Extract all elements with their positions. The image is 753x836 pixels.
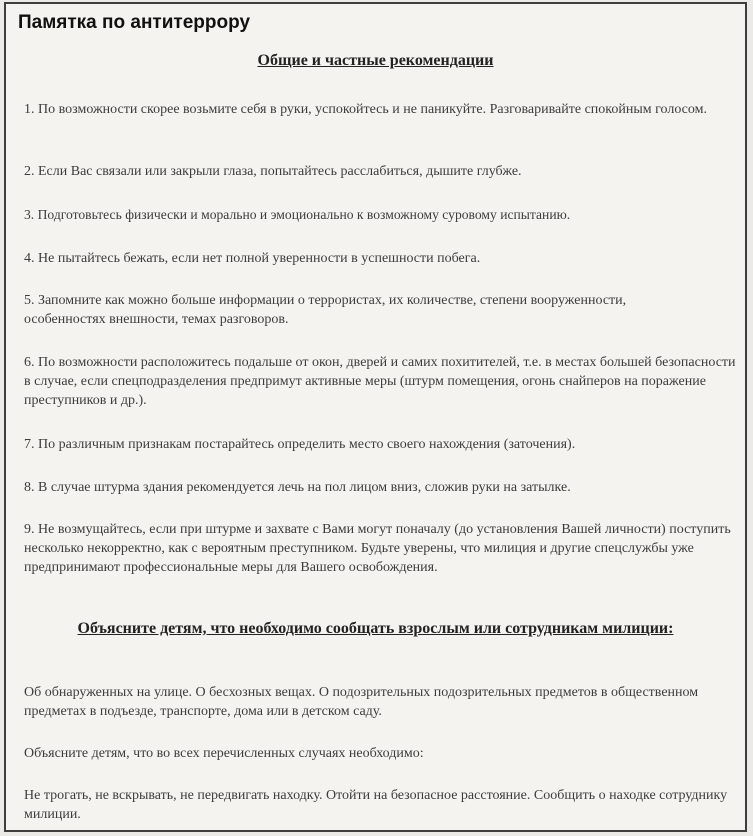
recommendation-item-2: 2. Если Вас связали или закрыли глаза, попытайтесь расслабиться, дышите глубже. bbox=[24, 164, 522, 179]
children-paragraph-3: Не трогать, не вскрывать, не передвигать находку. Отойти на безопасное расстояние. Сообщить о находке сотруднику милиции. bbox=[24, 788, 728, 822]
document-page bbox=[4, 2, 747, 832]
recommendation-item-3: 3. Подготовьтесь физически и морально и эмоционально к возможному суровому испытанию. bbox=[24, 207, 571, 222]
recommendation-item-6: 6. По возможности расположитесь подальше от окон, дверей и самих похитителей, т.е. в местах большей безопасности в случае, если спецподразделения предпримут активные меры (штурм помещения, огонь снайперов на поражение преступников и др.). bbox=[24, 355, 736, 408]
recommendation-item-9: 9. Не возмущайтесь, если при штурме и захвате с Вами могут поначалу (до установления Вашей личности) поступить несколько некорректно, как с вероятным преступником. Будьте уверены, что милиция и другие спецслужбы уже предпринимают профессиональные меры для Вашего освобождения. bbox=[24, 522, 731, 575]
children-paragraph-1: Об обнаруженных на улице. О бесхозных вещах. О подозрительных подозрительных предметов в общественном предметах в подъезде, транспорте, дома или в детском саду. bbox=[24, 685, 699, 719]
recommendation-item-7: 7. По различным признакам постарайтесь определить место своего нахождения (заточения). bbox=[24, 437, 576, 452]
recommendation-item-5: 5. Запомните как можно больше информации о террористах, их количестве, степени вооруженности, особенностях внешности, темах разговоров. bbox=[24, 293, 627, 327]
recommendation-item-1: 1. По возможности скорее возьмите себя в руки, успокойтесь и не паникуйте. Разговаривайте спокойным голосом. bbox=[24, 102, 707, 117]
children-heading: Объясните детям, что необходимо сообщать взрослым или сотрудникам милиции: bbox=[77, 620, 674, 637]
recommendation-item-8: 8. В случае штурма здания рекомендуется лечь на пол лицом вниз, сложив руки на затылке. bbox=[24, 480, 571, 495]
section-subtitle: Общие и частные рекомендации bbox=[257, 52, 494, 69]
recommendation-item-4: 4. Не пытайтесь бежать, если нет полной уверенности в успешности побега. bbox=[24, 251, 481, 266]
children-paragraph-2: Объясните детям, что во всех перечисленных случаях необходимо: bbox=[24, 746, 424, 761]
document-title: Памятка по антитеррору bbox=[18, 12, 251, 33]
